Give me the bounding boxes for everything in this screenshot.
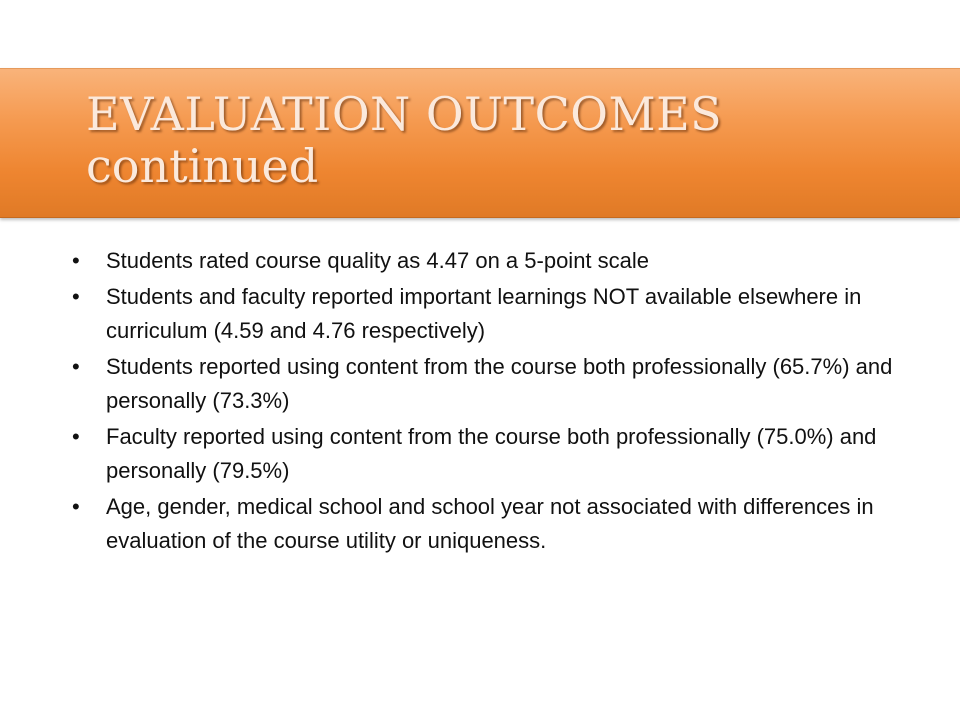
bullet-icon: •	[72, 284, 80, 309]
bullet-item	[72, 244, 902, 278]
bullet-icon: •	[72, 354, 80, 379]
bullet-list	[72, 244, 902, 560]
bullet-item	[72, 280, 902, 348]
bullet-text: Students rated course quality as 4.47 on a 5-point scale	[106, 248, 650, 273]
bullet-text: Students and faculty reported important learnings NOT available elsewhere in curriculum (4.59 and 4.76 respectively)	[106, 284, 862, 343]
bullet-item	[72, 420, 902, 488]
slide-title	[86, 79, 723, 193]
bullet-text: Age, gender, medical school and school year not associated with differences in evaluation of the course utility or uniqueness.	[106, 494, 874, 553]
slide-title-line1: EVALUATION OUTCOMES	[86, 87, 723, 141]
title-banner	[0, 68, 960, 218]
bullet-text: Faculty reported using content from the course both professionally (75.0%) and personally (79.5%)	[106, 424, 877, 483]
bullet-item	[72, 490, 902, 558]
bullet-icon: •	[72, 494, 80, 519]
slide-title-line2: continued	[86, 139, 319, 193]
bullet-icon: •	[72, 248, 80, 273]
bullet-icon: •	[72, 424, 80, 449]
bullet-item	[72, 350, 902, 418]
bullet-text: Students reported using content from the course both professionally (65.7%) and personally (73.3%)	[106, 354, 893, 413]
